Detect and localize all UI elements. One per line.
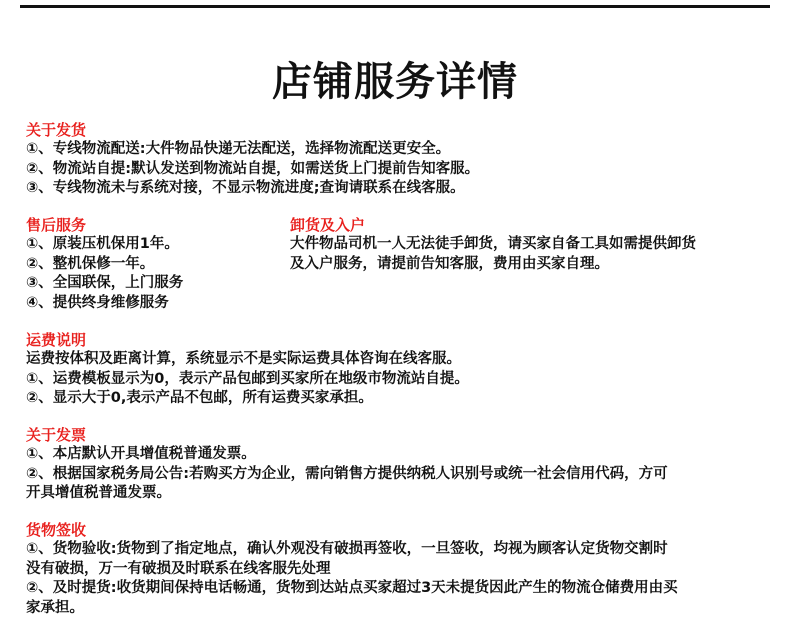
shipping-item: ②、物流站自提:默认发送到物流站自提，如需送货上门提前告知客服。 [26, 160, 480, 177]
receipt-item: 家承担。 [26, 599, 84, 616]
after-sales-section [26, 216, 276, 313]
invoice-section [26, 426, 776, 504]
after-sales-item: ②、整机保修一年。 [26, 255, 155, 272]
invoice-item: ①、本店默认开具增值税普通发票。 [26, 446, 256, 462]
freight-heading: 运费说明 [26, 331, 87, 349]
invoice-item: 开具增值税普通发票。 [26, 485, 171, 502]
receipt-item: ①、货物验收:货物到了指定地点，确认外观没有破损再签收，一旦签收，均视为顾客认定货物交割时 [26, 541, 668, 557]
after-sales-item: ①、原装压机保用1年。 [26, 236, 179, 252]
receipt-heading: 货物签收 [26, 521, 87, 539]
shipping-item: ③、专线物流未与系统对接，不显示物流进度;查询请联系在线客服。 [26, 180, 465, 197]
receipt-item: ②、及时提货:收货期间保持电话畅通，货物到达站点买家超过3天未提货因此产生的物流仓储费用由买 [26, 580, 678, 597]
top-divider [20, 5, 770, 8]
after-sales-item: ④、提供终身维修服务 [26, 294, 169, 311]
after-sales-heading: 售后服务 [26, 216, 87, 234]
unloading-line: 及入户服务，请提前告知客服，费用由买家自理。 [290, 255, 609, 272]
receipt-section [26, 521, 776, 618]
page-title: 店铺服务详情 [272, 59, 518, 105]
freight-item: 运费按体积及距离计算，系统显示不是实际运费具体咨询在线客服。 [26, 351, 461, 367]
invoice-heading: 关于发票 [26, 426, 87, 444]
invoice-item: ②、根据国家税务局公告:若购买方为企业，需向销售方提供纳税人识别号或统一社会信用代码，方可 [26, 465, 668, 482]
freight-item: ①、运费模板显示为0，表示产品包邮到买家所在地级市物流站自提。 [26, 370, 469, 387]
unloading-line: 大件物品司机一人无法徒手卸货，请买家自备工具如需提供卸货 [290, 236, 696, 252]
unloading-heading: 卸货及入户 [290, 216, 366, 234]
shipping-item: ①、专线物流配送:大件物品快递无法配送，选择物流配送更安全。 [26, 141, 451, 157]
receipt-item: 没有破损，万一有破损及时联系在线客服先处理 [26, 560, 331, 577]
after-sales-item: ③、全国联保，上门服务 [26, 275, 184, 292]
shipping-heading: 关于发货 [26, 121, 87, 139]
unloading-section [290, 216, 770, 274]
freight-section [26, 331, 766, 409]
shipping-section [26, 121, 766, 199]
freight-item: ②、显示大于0,表示产品不包邮，所有运费买家承担。 [26, 390, 373, 407]
